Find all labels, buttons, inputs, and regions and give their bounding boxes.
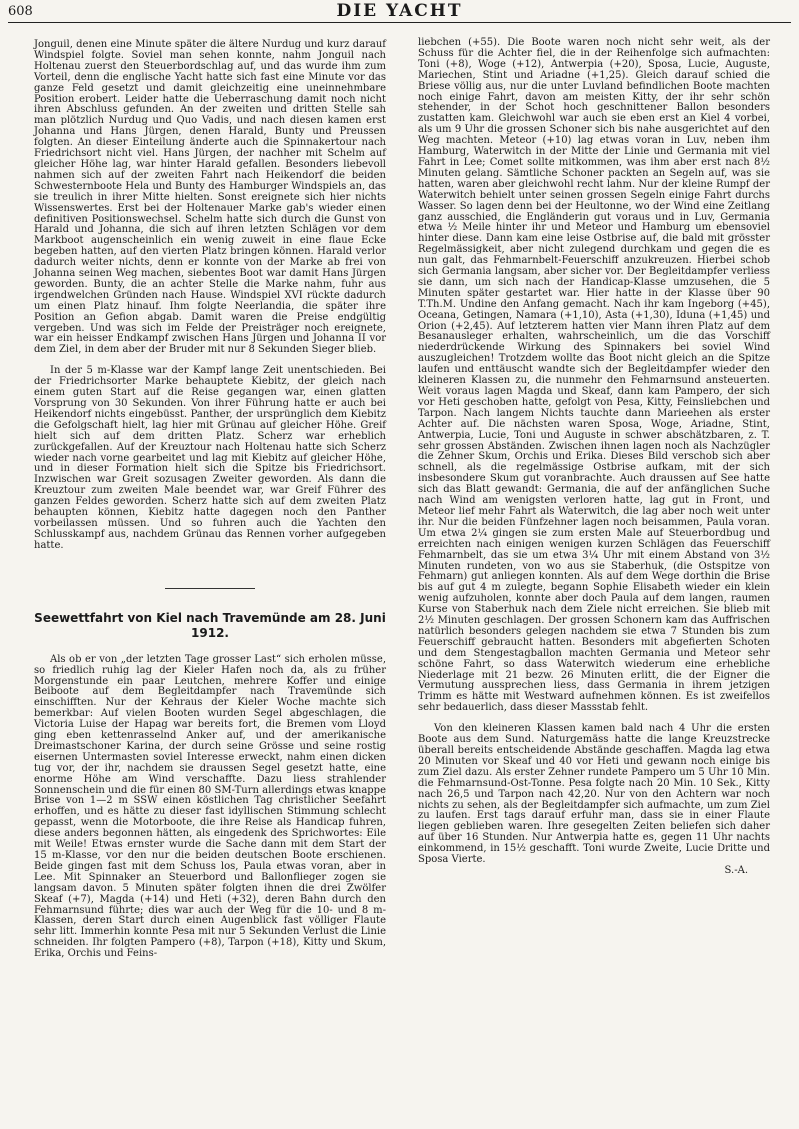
body-paragraph: Jonguil, denen eine Minute später die ältere Nurdug und kurz darauf Windspiel folgte. Soviel man sehen konnte, nahm Jonguil nach Holtenau zuerst den Steuerbordschlag auf, und das wurde ihm zum Vorteil, denn die englische Yacht hatte sich fast eine Minute vor das ganze Feld gesetzt und damit gleichzeitig eine uneinnehmbare Position erobert. Leider hatte die Ueberraschung damit noch nicht ihren Abschluss gefunden. An der zweiten und dritten Stelle sah man plötzlich Nurdug und Quo Vadis, und nach diesen kamen erst Johanna und Hans Jürgen, denen Harald, Bunty und Preussen folgten. An dieser Einteilung änderte auch die Spinnakertour nach Friedrichsort nicht viel. Hans Jürgen, der nachher mit Schelm auf gleicher Höhe lag, war hinter Harald gefallen. Besonders liebevoll nahmen sich auf der zweiten Fahrt nach Heikendorf die beiden Schwesternboote Hela und Bunty des Hamburger Windspiels an, das sie treulich in ihrer Mitte hielten. Sonst ereignete sich hier nichts Wissenswertes. Erst bei der Holtenauer Marke gab's wieder einen definitiven Positionswechsel. Schelm hatte sich durch die Gunst von Harald und Johanna, die sich auf ihren letzten Schlägen vor dem Markboot augenscheinlich ein wenig zuweit in eine flaue Ecke begeben hatten, auf den vierten Platz bringen können. Harald verlor dadurch weiter nichts, denn er konnte von der Marke ab frei von Johanna seinen Weg machen, siebentes Boot war damit Hans Jürgen geworden. Bunty, die an achter Stelle die Marke nahm, fuhr aus irgendwelchen Gründen nach Hause. Windspiel XVI rückte dadurch um einen Platz hinauf. Ihm folgte Neerlandia, die später ihre Position an Gefion abgab. Damit waren die Preise endgültig vergeben. Und was sich im Felde der Preisträger noch ereignete, war ein heisser Endkampf zwischen Hans Jürgen und Johanna II vor dem Ziel, in dem aber der Bruder mit nur 8 Sekunden Sieger blieb.: [34, 39, 386, 356]
body-paragraph: In der 5 m-Klasse war der Kampf lange Zeit unentschieden. Bei der Friedrichsorter Marke behauptete Kiebitz, der gleich nach einem guten Start auf die Reise gegangen war, einen glatten Vorsprung von 30 Sekunden. Von ihrer Führung hatte er auch bei Heikendorf nichts eingebüsst. Panther, der ursprünglich dem Kiebitz die Gefolgschaft hielt, lag hier mit Grünau auf gleicher Höhe. Greif hielt sich auf dem dritten Platz. Scherz war erheblich zurückgefallen. Auf der Kreuztour nach Holtenau hatte sich Scherz wieder nach vorne gearbeitet und lag mit Kiebitz auf gleicher Höhe, und in dieser Formation hielt sich die Spitze bis Friedrichsort. Inzwischen war Greit sozusagen Zweiter geworden. Als dann die Kreuztour zum zweiten Male beendet war, war Greif Führer des ganzen Feldes geworden. Scherz hatte sich auf dem zweiten Platz behaupten können, Kiebitz hatte dagegen noch den Panther vorbeilassen müssen. Und so fuhren auch die Yachten den Schlusskampf aus, nachdem Grünau das Rennen vorher aufgegeben hatte.: [34, 365, 386, 551]
author-signature: S.-A.: [724, 864, 748, 876]
left-column: [34, 40, 386, 960]
article-heading: Seewettfahrt von Kiel nach Travemünde am 28. Juni 1912.: [34, 610, 386, 640]
body-paragraph: liebchen (+55). Die Boote waren noch nicht sehr weit, als der Schuss für die Achter fiel, die in der Reihenfolge sich aufmachten: Toni (+8), Woge (+12), Antwerpia (+20), Sposa, Lucie, Auguste, Mariechen, Stint und Ariadne (+1,25). Gleich darauf schied die Briese völlig aus, nur die unter Luvland befindlichen Boote machten noch einige Fahrt, davon am meisten Kitty, der ihr sehr schön stehender, in der Schot hoch geschnittener Ballon besonders zustatten kam. Gleichwohl war auch sie eben erst an Kiel 4 vorbei, als um 9 Uhr die grossen Schoner sich bis nahe ausgerichtet auf den Weg machten. Meteor (+10) lag etwas voran in Luv, neben ihm Hamburg, Waterwitch in der Mitte der Linie und Germania mit viel Fahrt in Lee; Comet sollte mitkommen, was ihm aber erst nach 8½ Minuten gelang. Sämtliche Schoner packten an Segeln auf, was sie hatten, waren aber gleichwohl recht lahm. Nur der kleine Rumpf der Waterwitch behielt unter seinen grossen Segeln einige Fahrt durchs Wasser. So lagen denn bei der Heultonne, wo der Wind eine Zeitlang ganz ausschied, die Engländerin gut voraus und in Luv, Germania etwa ½ Meile hinter ihr und Meteor und Hamburg um ebensoviel hinter diese. Dann kam eine leise Ostbrise auf, die bald mit grösster Regelmässigkeit, aber nicht zulegend durchkam und gegen die es nun galt, das Fehmarnbelt-Feuerschiff anzukreuzen. Hierbei schob sich Germania langsam, aber sicher vor. Der Begleitdampfer verliess sie dann, um sich nach der Handicap-Klasse umzusehen, die 5 Minuten später gestartet war. Hier hatte in der Klasse über 90 T.Th.M. Undine den Anfang gemacht. Nach ihr kam Ingeborg (+45), Oceana, Getingen, Namara (+1,10), Asta (+1,30), Iduna (+1,45) und Orion (+2,45). Auf letzterem hatten vier Mann ihren Platz auf dem Besanausleger erhalten, wahrscheinlich, um die das Vorschiff niederdrückende Wirkung des Spinnakers bei soviel Wind auszugleichen! Trotzdem wollte das Boot nicht gleich an die Spitze laufen und enttäuscht wandte sich der Begleitdampfer wieder den kleineren Klassen zu, die nunmehr den Fehmarnsund ansteuerten. Weit voraus lagen Magda und Skeaf, dann kam Pampero, der sich vor Heti geschoben hatte, gefolgt von Pesa, Kitty, Feinsliebchen und Tarpon. Nach langem Nichts tauchte dann Marieehen als erster Achter auf. Die nächsten waren Sposa, Woge, Ariadne, Stint, Antwerpia, Lucie, Toni und Auguste in schwer abschätzbaren, z. T. sehr grossen Abständen. Zwischen ihnen lagen noch als Nachzügler die Zehner Skum, Orchis und Erika. Dieses Bild verschob sich aber schnell, als die regelmässige Ostbrise aufkam, mit der sich insbesondere Skum gut voranbrachte. Auch draussen auf See hatte sich das Blatt gewandt: Germania, die auf der anfänglichen Suche nach Wind am wenigsten verloren hatte, lag gut in Front, und Meteor lief mehr Fahrt als Waterwitch, die lag aber noch weit unter ihr. Nur die beiden Fünfzehner lagen noch beisammen, Paula voran. Um etwa 2¼ gingen sie zum ersten Male auf Steuerbordbug und erreichten nach einigen wenigen kurzen Schlägen das Feuerschiff Fehmarnbelt, das sie um etwa 3¼ Uhr mit einem Abstand von 3½ Minuten rundeten, von wo aus sie Staberhuk, (die Ostspitze von Fehmarn) gut anliegen konnten. Als auf dem Wege dorthin die Brise bis auf gut 4 m zulegte, begann Sophie Elisabeth wieder ein klein wenig aufzuholen, konnte aber doch Paula auf dem langen, raumen Kurse von Staberhuk nach dem Ziele nicht erreichen. Sie blieb mit 2½ Minuten geschlagen. Der grossen Schonern kam das Auffrischen natürlich besonders gelegen nachdem sie etwa 7 Stunden bis zum Feuerschiff gebraucht hatten. Besonders mit abgefierten Schoten und dem Stengestagballon machten Germania und Meteor sehr schöne Fahrt, so dass Waterwitch wiederum eine erhebliche Niederlage mit 21 bezw. 26 Minuten erlitt, die der Eigner die Vermutung aussprechen liess, dass Germania in ihrem jetzigen Trimm es hätte mit Westward aufnehmen können. Es ist zweifellos sehr bedauerlich, dass dieser Massstab fehlt.: [418, 37, 770, 714]
header-rule: [8, 22, 791, 23]
right-column: [418, 38, 770, 877]
page-header: [0, 0, 799, 30]
body-paragraph: Von den kleineren Klassen kamen bald nach 4 Uhr die ersten Boote aus dem Sund. Naturgemäss hatte die lange Kreuzstrecke überall bereits entscheidende Abstände geschaffen. Magda lag etwa 20 Minuten vor Skeaf und 40 vor Heti und gewann noch einige bis zum Ziel dazu. Als erster Zehner rundete Pampero um 5 Uhr 10 Min. die Fehmarnsund-Ost-Tonne. Pesa folgte nach 20 Min. 10 Sek., Kitty nach 26,5 und Tarpon nach 42,20. Nur von den Achtern war noch nichts zu sehen, als der Begleitdampfer sich aufmachte, um zum Ziel zu laufen. Erst tags darauf erfuhr man, dass sie in einer Flaute liegen geblieben waren. Ihre gesegelten Zeiten beliefen sich daher auf über 16 Stunden. Nur Antwerpia hatte es, gegen 11 Uhr nachts einkommend, in 15½ geschafft. Toni wurde Zweite, Lucie Dritte und Sposa Vierte.: [418, 723, 770, 866]
magazine-title: DIE YACHT: [336, 1, 463, 21]
page-number: 608: [8, 4, 33, 19]
section-divider: [165, 588, 255, 589]
article-paragraph: Als ob er von „der letzten Tage grosser Last“ sich erholen müsse, so friedlich ruhig lag der Kieler Hafen noch da, als zu früher Morgenstunde ein paar Leutchen, mehrere Koffer und einige Beiboote auf dem Begleitdampfer nach Travemünde sich einschifften. Nur der Kehraus der Kieler Woche machte sich bemerkbar: Auf vielen Booten wurden Segel abgeschlagen, die Victoria Luise der Hapag war bereits fort, die Bremen vom Lloyd ging eben kettenrasselnd Anker auf, und der amerikanische Dreimastschoner Karina, der durch seine Grösse und seine rostig eisernen Untermasten soviel Interesse erweckt, nahm einen dicken tug vor, der ihr, nachdem sie draussen Segel gesetzt hatte, eine enorme Höhe am Wind verschaffte. Dazu liess strahlender Sonnenschein und die für einen 80 SM-Turn allerdings etwas knappe Brise von 1—2 m SSW einen köstlichen Tag christlicher Seefahrt erhoffen, und es hätte zu dieser fast idyllischen Stimmung schlecht gepasst, wenn die Motorboote, die ihre Reise als Handicap fuhren, diese anders begonnen hätten, als eingedenk des Sprichwortes: Eile mit Weile! Etwas ernster wurde die Sache dann mit dem Start der 15 m-Klasse, vor den nur die beiden deutschen Boote erschienen. Beide gingen fast mit dem Schuss los, Paula etwas voran, aber in Lee. Mit Spinnaker an Steuerbord und Ballonflieger zogen sie langsam davon. 5 Minuten später folgten ihnen die drei Zwölfer Skeaf (+7), Magda (+14) und Heti (+32), deren Bahn durch den Fehmarnsund führte; dies war auch der Weg für die 10- und 8 m-Klassen, deren Start durch einen Augenblick fast völliger Flaute sehr litt. Immerhin konnte Pesa mit nur 5 Sekunden Verlust die Linie schneiden. Ihr folgten Pampero (+8), Tarpon (+18), Kitty und Skum, Erika, Orchis und Feins-: [34, 653, 386, 960]
